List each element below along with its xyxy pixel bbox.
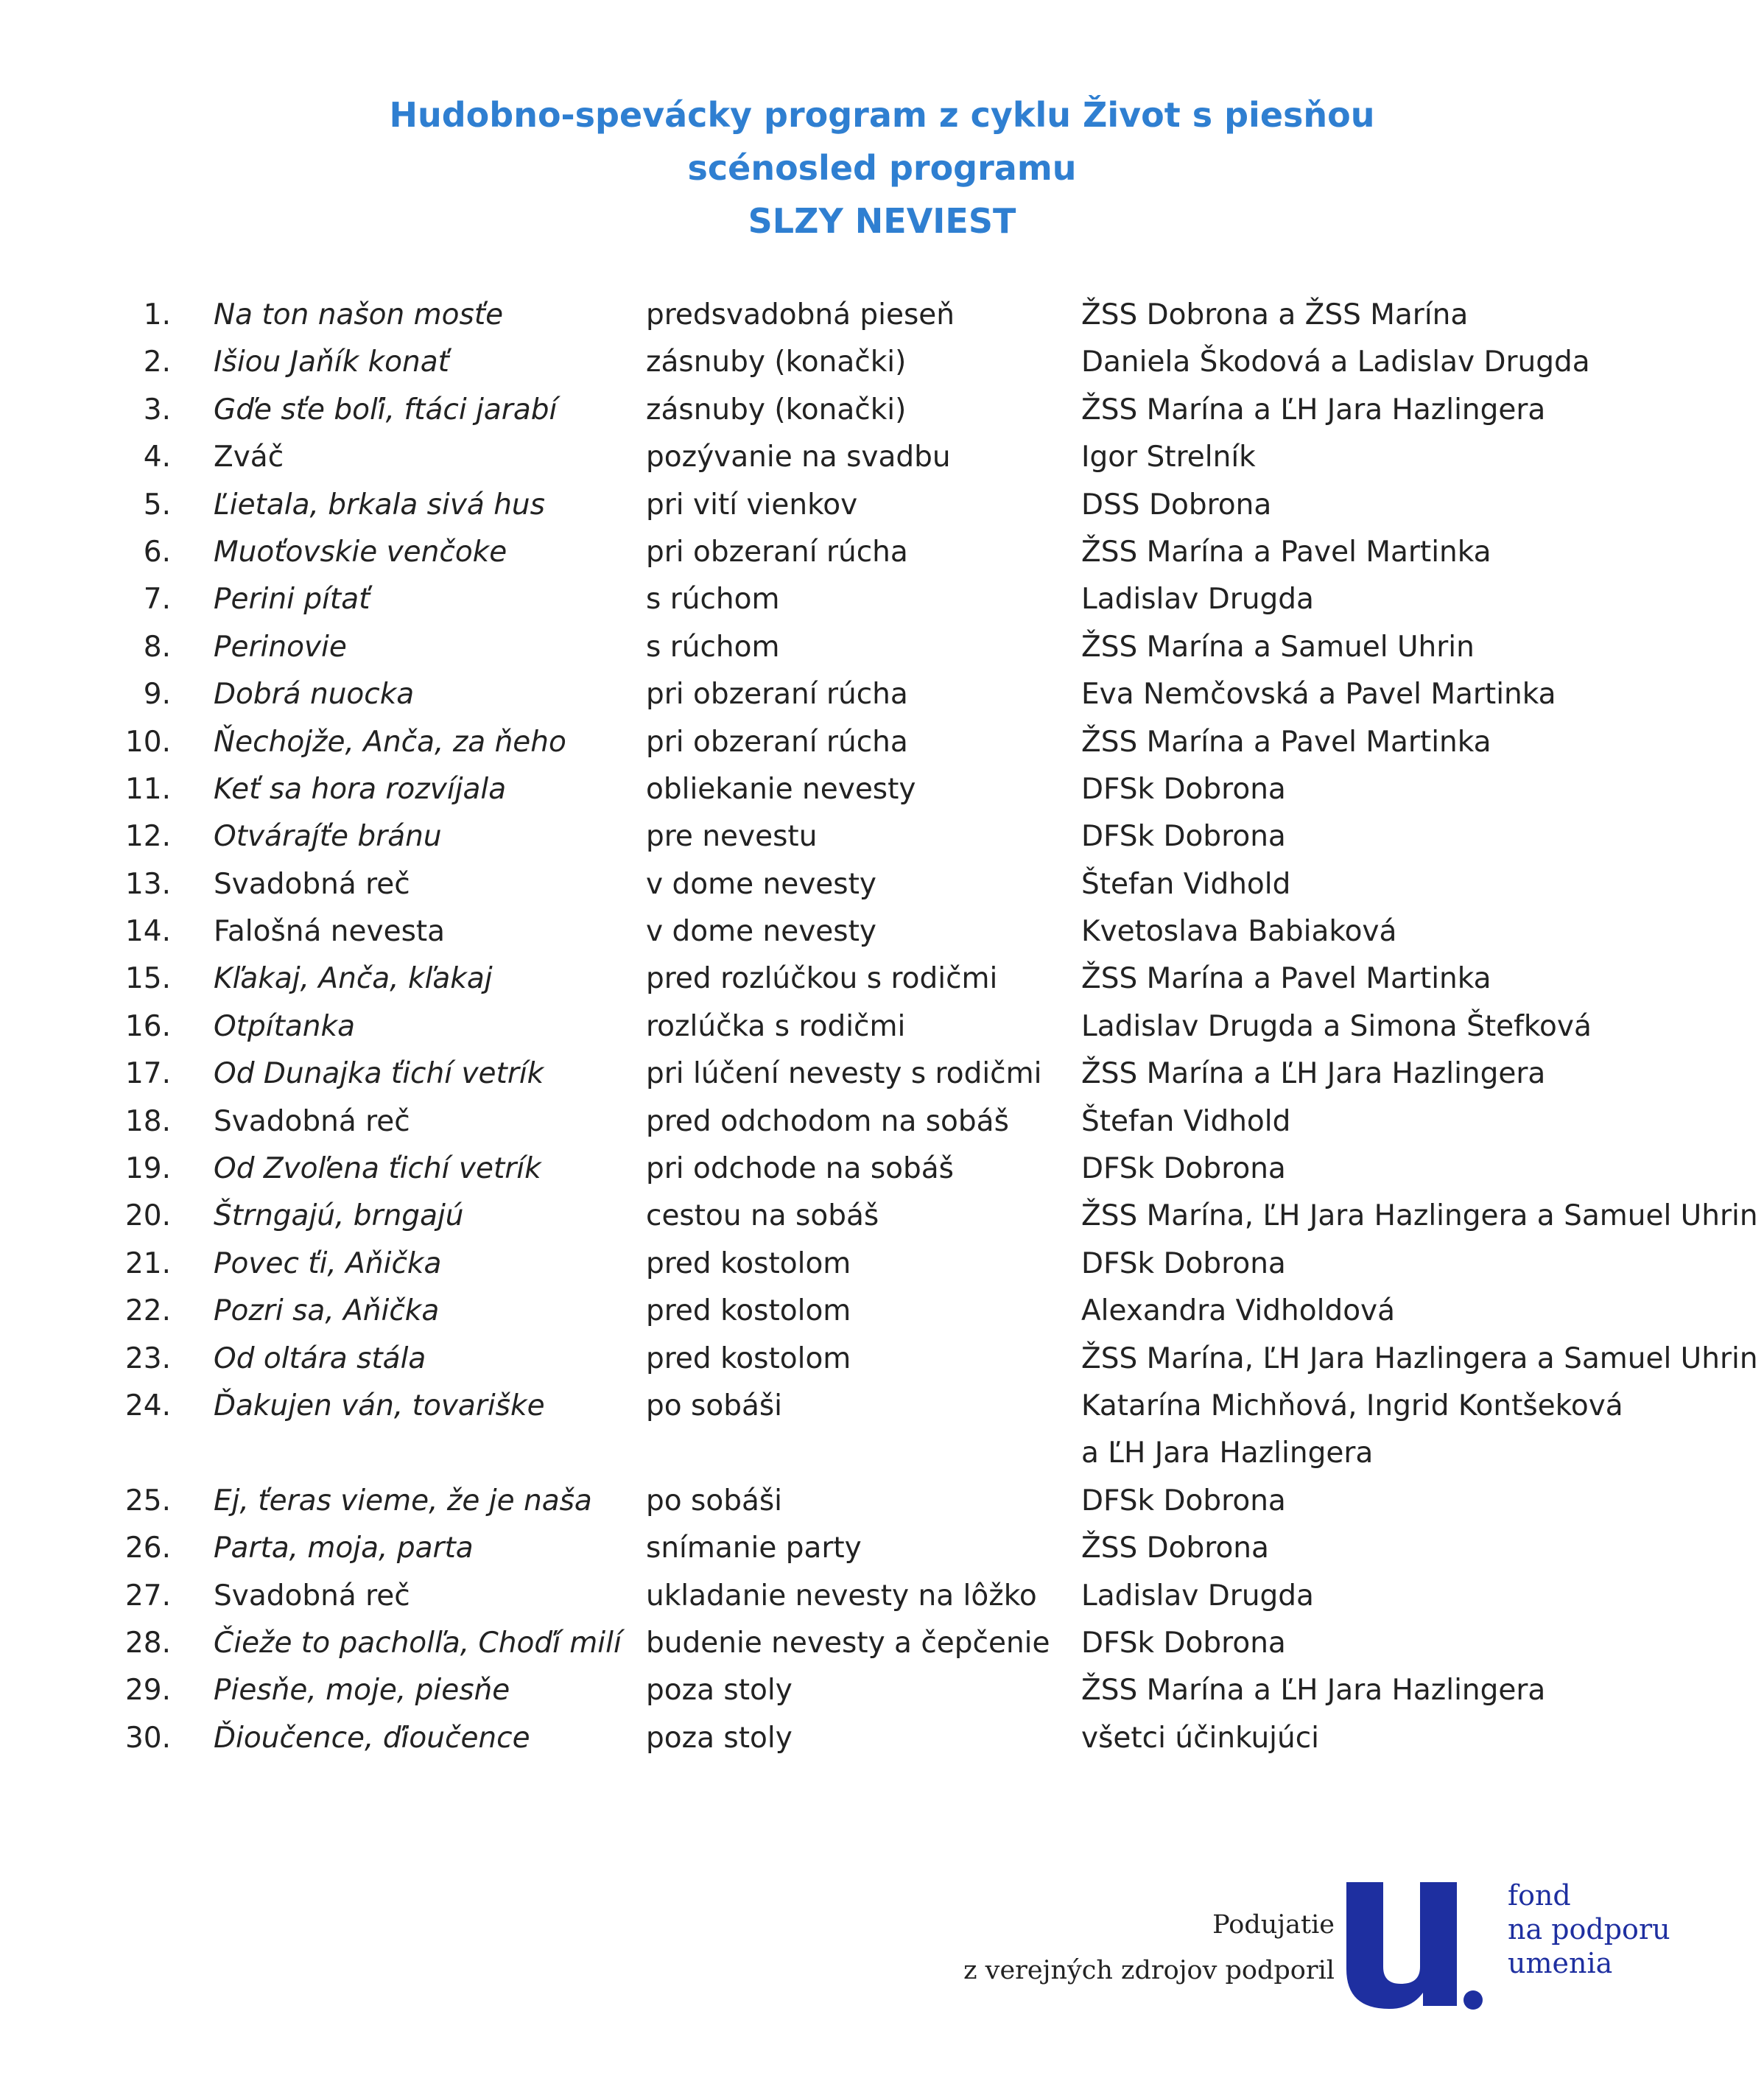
row-number: 16. xyxy=(124,1009,171,1043)
row-number: 21. xyxy=(124,1246,171,1280)
row-number: 29. xyxy=(124,1674,171,1708)
row-number: 7. xyxy=(143,583,171,617)
program-row xyxy=(0,624,1764,671)
song-title: Od Zvoľena ťichí vetrík xyxy=(214,1152,541,1186)
program-row xyxy=(0,1336,1764,1383)
occasion: v dome nevesty xyxy=(646,867,876,901)
song-title: Ďioučence, ďioučence xyxy=(214,1721,530,1755)
row-number: 2. xyxy=(143,345,171,379)
performer: Štefan Vidhold xyxy=(1081,1104,1291,1138)
performer: Igor Strelník xyxy=(1081,441,1256,474)
song-title: Štrngajú, brngajú xyxy=(214,1199,464,1233)
song-title: Otpítanka xyxy=(214,1009,355,1043)
logo-line-1: fond xyxy=(1508,1879,1571,1912)
performer: Štefan Vidhold xyxy=(1081,867,1291,901)
song-title: Parta, moja, parta xyxy=(214,1532,474,1565)
song-title: Pozri sa, Aňička xyxy=(214,1294,440,1328)
row-number: 15. xyxy=(124,962,171,996)
occasion: snímanie party xyxy=(646,1532,862,1565)
song-title: Zváč xyxy=(214,441,284,474)
song-title: Svadobná reč xyxy=(214,1579,410,1613)
logo-line-3: umenia xyxy=(1508,1947,1613,1979)
occasion: v dome nevesty xyxy=(646,915,876,949)
program-row xyxy=(0,387,1764,434)
fpu-logo-text xyxy=(1508,1878,1670,1980)
song-title: Ďakujen ván, tovariške xyxy=(214,1389,545,1422)
program-row xyxy=(0,292,1764,339)
song-title: Ľietala, brkala sivá hus xyxy=(214,488,545,522)
row-number: 22. xyxy=(124,1294,171,1328)
program-row xyxy=(0,1620,1764,1667)
row-number: 9. xyxy=(143,678,171,712)
performer: Alexandra Vidholdová xyxy=(1081,1294,1396,1328)
occasion: pri vití vienkov xyxy=(646,488,858,522)
performer: Eva Nemčovská a Pavel Martinka xyxy=(1081,678,1556,712)
song-title: Od oltára stála xyxy=(214,1341,426,1375)
program-row xyxy=(0,1525,1764,1572)
program-heading: Hudobno-spevácky program z cyklu Život s piesňou xyxy=(389,95,1375,135)
song-title: Povec ťi, Aňička xyxy=(214,1246,442,1280)
song-title: Ej, ťeras vieme, že je naša xyxy=(214,1484,592,1518)
row-number: 30. xyxy=(124,1721,171,1755)
performer: ŽSS Marína a ĽH Jara Hazlingera xyxy=(1081,1057,1546,1091)
program-row xyxy=(0,434,1764,481)
song-title: Otváraj́ťe bránu xyxy=(214,820,442,854)
program-row xyxy=(0,339,1764,386)
support-line-2: z verejných zdrojov podporil xyxy=(963,1956,1335,1985)
support-line-1: Podujatie xyxy=(1212,1910,1335,1940)
program-row xyxy=(0,1478,1764,1525)
song-title: Išiou Jaňík konať xyxy=(214,345,449,379)
song-title: Falošná nevesta xyxy=(214,915,446,949)
program-row xyxy=(0,1146,1764,1193)
program-list xyxy=(0,292,1764,1762)
song-title: Na ton našon mosťe xyxy=(214,298,504,331)
performer: DFSk Dobrona xyxy=(1081,1626,1286,1660)
row-number: 6. xyxy=(143,535,171,569)
row-number: 10. xyxy=(124,725,171,759)
logo-dot xyxy=(1463,1990,1483,2010)
program-row xyxy=(0,813,1764,860)
occasion: obliekanie nevesty xyxy=(646,772,916,806)
performer: DFSk Dobrona xyxy=(1081,1152,1286,1186)
document-header xyxy=(0,88,1764,248)
occasion: pri obzeraní rúcha xyxy=(646,678,908,712)
program-row xyxy=(0,719,1764,766)
performer: DFSk Dobrona xyxy=(1081,772,1286,806)
row-number: 1. xyxy=(143,298,171,331)
song-title: Ňechojže, Anča, za ňeho xyxy=(214,725,566,759)
program-row xyxy=(0,1193,1764,1240)
occasion: cestou na sobáš xyxy=(646,1199,879,1233)
row-number: 4. xyxy=(143,441,171,474)
row-number: 8. xyxy=(143,630,171,664)
occasion: ukladanie nevesty na lôžko xyxy=(646,1579,1037,1613)
occasion: budenie nevesty a čepčenie xyxy=(646,1626,1050,1660)
performer: Ladislav Drugda a Simona Štefková xyxy=(1081,1009,1592,1043)
row-number: 5. xyxy=(143,488,171,522)
program-row xyxy=(0,766,1764,813)
occasion: po sobáši xyxy=(646,1484,783,1518)
occasion: pri obzeraní rúcha xyxy=(646,725,908,759)
program-row xyxy=(0,908,1764,955)
program-subheading: scénosled programu xyxy=(687,148,1077,188)
occasion: rozlúčka s rodičmi xyxy=(646,1009,906,1043)
occasion: pri obzeraní rúcha xyxy=(646,535,908,569)
row-number: 19. xyxy=(124,1152,171,1186)
program-row xyxy=(0,955,1764,1003)
fpu-logo-icon xyxy=(1340,1875,1484,2015)
occasion: s rúchom xyxy=(646,630,780,664)
program-row xyxy=(0,1241,1764,1288)
song-title: Kľakaj, Anča, kľakaj xyxy=(214,962,493,996)
program-row xyxy=(0,482,1764,529)
row-number: 25. xyxy=(124,1484,171,1518)
performer: Katarína Michňová, Ingrid Kontšeková a ĽH Jara Hazlingera xyxy=(1081,1389,1623,1470)
performer: ŽSS Marína, ĽH Jara Hazlingera a Samuel Uhrin xyxy=(1081,1199,1758,1233)
row-number: 26. xyxy=(124,1532,171,1565)
performer: ŽSS Marína a Pavel Martinka xyxy=(1081,535,1491,569)
occasion: poza stoly xyxy=(646,1721,793,1755)
logo-u-shape xyxy=(1346,1882,1457,2009)
performer: ŽSS Marína a ĽH Jara Hazlingera xyxy=(1081,1674,1546,1708)
occasion: pred kostolom xyxy=(646,1294,851,1328)
song-title: Svadobná reč xyxy=(214,867,410,901)
song-title: Čieže to pacholľa, Choďí milí xyxy=(214,1626,622,1660)
row-number: 11. xyxy=(124,772,171,806)
program-row xyxy=(0,671,1764,718)
song-title: Dobrá nuocka xyxy=(214,678,415,712)
program-row xyxy=(0,1383,1764,1478)
row-number: 14. xyxy=(124,915,171,949)
performer: ŽSS Dobrona a ŽSS Marína xyxy=(1081,298,1469,331)
logo-line-2: na podporu xyxy=(1508,1913,1670,1946)
program-row xyxy=(0,1715,1764,1762)
occasion: pozývanie na svadbu xyxy=(646,441,951,474)
occasion: pred kostolom xyxy=(646,1246,851,1280)
program-row xyxy=(0,1288,1764,1335)
occasion: pred odchodom na sobáš xyxy=(646,1104,1009,1138)
occasion: zásnuby (konački) xyxy=(646,393,907,427)
song-title: Keť sa hora rozvíjala xyxy=(214,772,507,806)
row-number: 20. xyxy=(124,1199,171,1233)
program-row xyxy=(0,1003,1764,1050)
performer: DFSk Dobrona xyxy=(1081,820,1286,854)
occasion: zásnuby (konački) xyxy=(646,345,907,379)
program-row xyxy=(0,576,1764,623)
performer: ŽSS Dobrona xyxy=(1081,1532,1269,1565)
occasion: pre nevestu xyxy=(646,820,818,854)
program-row xyxy=(0,861,1764,908)
row-number: 3. xyxy=(143,393,171,427)
performer: Ladislav Drugda xyxy=(1081,583,1314,617)
performer: všetci účinkujúci xyxy=(1081,1721,1320,1755)
song-title: Perini pítať xyxy=(214,583,370,617)
row-number: 12. xyxy=(124,820,171,854)
song-title: Piesňe, moje, piesňe xyxy=(214,1674,510,1708)
row-number: 28. xyxy=(124,1626,171,1660)
occasion: po sobáši xyxy=(646,1389,783,1422)
performer: ŽSS Marína, ĽH Jara Hazlingera a Samuel Uhrin xyxy=(1081,1341,1758,1375)
song-title: Svadobná reč xyxy=(214,1104,410,1138)
occasion: pri lúčení nevesty s rodičmi xyxy=(646,1057,1042,1091)
row-number: 27. xyxy=(124,1579,171,1613)
song-title: Gďe sťe boľi, ftáci jarabí xyxy=(214,393,558,427)
row-number: 23. xyxy=(124,1341,171,1375)
performer: Daniela Škodová a Ladislav Drugda xyxy=(1081,345,1590,379)
performer: ŽSS Marína a ĽH Jara Hazlingera xyxy=(1081,393,1546,427)
program-row xyxy=(0,1098,1764,1146)
program-title: SLZY NEVIEST xyxy=(748,201,1016,241)
row-number: 18. xyxy=(124,1104,171,1138)
performer: DFSk Dobrona xyxy=(1081,1484,1286,1518)
occasion: predsvadobná pieseň xyxy=(646,298,955,331)
program-row xyxy=(0,1050,1764,1098)
song-title: Perinovie xyxy=(214,630,347,664)
row-number: 24. xyxy=(124,1389,171,1422)
support-statement xyxy=(963,1902,1335,1993)
row-number: 17. xyxy=(124,1057,171,1091)
row-number: 13. xyxy=(124,867,171,901)
performer: DFSk Dobrona xyxy=(1081,1246,1286,1280)
performer: ŽSS Marína a Samuel Uhrin xyxy=(1081,630,1475,664)
performer: DSS Dobrona xyxy=(1081,488,1272,522)
occasion: pred kostolom xyxy=(646,1341,851,1375)
performer: Ladislav Drugda xyxy=(1081,1579,1314,1613)
program-row xyxy=(0,1573,1764,1620)
occasion: pred rozlúčkou s rodičmi xyxy=(646,962,998,996)
occasion: pri odchode na sobáš xyxy=(646,1152,954,1186)
performer: ŽSS Marína a Pavel Martinka xyxy=(1081,962,1491,996)
performer: Kvetoslava Babiaková xyxy=(1081,915,1397,949)
program-row xyxy=(0,1667,1764,1714)
performer: ŽSS Marína a Pavel Martinka xyxy=(1081,725,1491,759)
occasion: poza stoly xyxy=(646,1674,793,1708)
occasion: s rúchom xyxy=(646,583,780,617)
song-title: Muoťovskie venčoke xyxy=(214,535,507,569)
program-row xyxy=(0,529,1764,576)
song-title: Od Dunajka ťichí vetrík xyxy=(214,1057,544,1091)
